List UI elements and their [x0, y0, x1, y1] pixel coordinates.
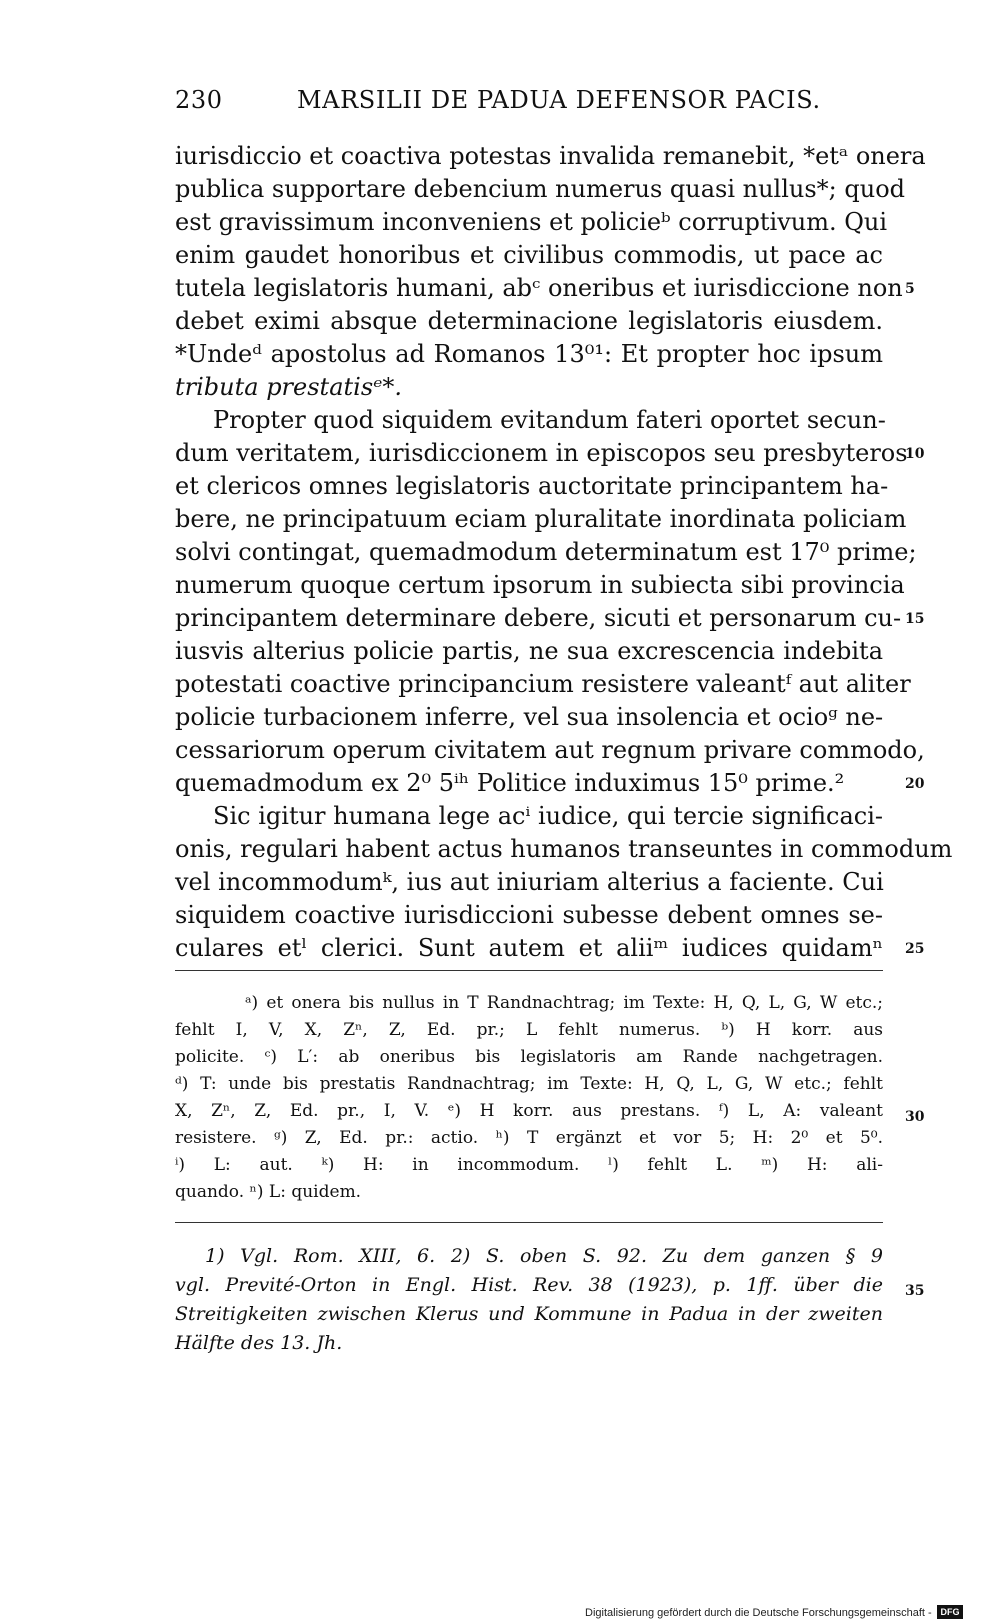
text-line: tutela legislatoris humani, abᶜ oneribus et iurisdiccione non: [175, 274, 903, 302]
apparatus-line: X, Zⁿ, Z, Ed. pr., I, V. ᵉ) H korr. aus prestans. ᶠ) L, A: valeant: [175, 1101, 883, 1121]
digitization-credit: Digitalisierung gefördert durch die Deutsche Forschungsgemeinschaft -: [585, 1607, 932, 1619]
text-line: numerum quoque certum ipsorum in subiecta sibi provincia: [175, 571, 905, 599]
note-line: Streitigkeiten zwischen Klerus und Kommune in Padua in der zweiten: [175, 1303, 883, 1325]
text-line: potestati coactive principancium resistere valeantᶠ aut aliter: [175, 670, 911, 698]
apparatus-line: policite. ᶜ) L′: ab oneribus bis legislatoris am Rande nachgetragen.: [175, 1047, 883, 1067]
line-number: 5: [905, 281, 915, 297]
line-number: 35: [905, 1283, 925, 1299]
text-line: et clericos omnes legislatoris auctoritate principantem ha-: [175, 472, 889, 500]
apparatus-divider: [175, 970, 883, 971]
text-line: *Undeᵈ apostolus ad Romanos 13⁰¹: Et propter hoc ipsum: [175, 340, 883, 368]
text-line: bere, ne principatuum eciam pluralitate inordinata policiam: [175, 505, 907, 533]
text-line: est gravissimum inconveniens et policieᵇ corruptivum. Qui: [175, 208, 888, 236]
apparatus-line: quando. ⁿ) L: quidem.: [175, 1182, 362, 1202]
running-header: [175, 86, 875, 120]
running-title: MARSILII DE PADUA DEFENSOR PACIS.: [297, 86, 821, 114]
text-line: policie turbacionem inferre, vel sua insolencia et ocioᵍ ne-: [175, 703, 884, 731]
text-line: iusvis alterius policie partis, ne sua excrescencia indebita: [175, 637, 883, 665]
note-line: Hälfte des 13. Jh.: [175, 1332, 343, 1354]
text-line: tributa prestatisᵉ*.: [175, 373, 403, 401]
line-number: 25: [905, 941, 925, 957]
line-number: 15: [905, 611, 925, 627]
text-line: dum veritatem, iurisdiccionem in episcopos seu presbyteros: [175, 439, 908, 467]
text-line: debet eximi absque determinacione legislatoris eiusdem.: [175, 307, 883, 335]
line-number: 30: [905, 1109, 925, 1125]
text-line: principantem determinare debere, sicuti et personarum cu-: [175, 604, 902, 632]
text-line: siquidem coactive iurisdiccioni subesse debent omnes se-: [175, 901, 883, 929]
line-number: 10: [905, 446, 925, 462]
text-line: solvi contingat, quemadmodum determinatum est 17⁰ prime;: [175, 538, 917, 566]
text-line: vel incommodumᵏ, ius aut iniuriam alterius a faciente. Cui: [175, 868, 884, 896]
text-line: cessariorum operum civitatem aut regnum privare commodo,: [175, 736, 925, 764]
apparatus-line: ᵈ) T: unde bis prestatis Randnachtrag; im Texte: H, Q, L, G, W etc.; fehlt: [175, 1074, 883, 1094]
apparatus-line: ⁱ) L: aut. ᵏ) H: in incommodum. ˡ) fehlt L. ᵐ) H: ali-: [175, 1155, 883, 1175]
apparatus-line: ᵃ) et onera bis nullus in T Randnachtrag; im Texte: H, Q, L, G, W etc.;: [245, 993, 883, 1013]
note-line: vgl. Previté-Orton in Engl. Hist. Rev. 38 (1923), p. 1ff. über die: [175, 1274, 883, 1296]
text-line: quemadmodum ex 2⁰ 5ⁱʰ Politice induximus 15⁰ prime.²: [175, 769, 845, 797]
apparatus-line: fehlt I, V, X, Zⁿ, Z, Ed. pr.; L fehlt numerus. ᵇ) H korr. aus: [175, 1020, 883, 1040]
page-number: 230: [175, 86, 223, 114]
text-line: onis, regulari habent actus humanos transeuntes in commodum: [175, 835, 953, 863]
text-line: enim gaudet honoribus et civilibus commodis, ut pace ac: [175, 241, 883, 269]
paragraph-start-line: Sic igitur humana lege acⁱ iudice, qui tercie significaci-: [213, 802, 883, 830]
text-line: iurisdiccio et coactiva potestas invalida remanebit, *etᵃ onera: [175, 142, 926, 170]
paragraph-start-line: Propter quod siquidem evitandum fateri oportet secun-: [213, 406, 886, 434]
line-number: 20: [905, 776, 925, 792]
apparatus-line: resistere. ᵍ) Z, Ed. pr.: actio. ʰ) T ergänzt et vor 5; H: 2⁰ et 5⁰.: [175, 1128, 883, 1148]
note-line: 1) Vgl. Rom. XIII, 6. 2) S. oben S. 92. Zu dem ganzen § 9: [205, 1245, 883, 1267]
notes-divider: [175, 1222, 883, 1223]
text-line: culares etˡ clerici. Sunt autem et aliiᵐ iudices quidamⁿ: [175, 934, 883, 962]
dfg-logo: DFG: [937, 1605, 963, 1619]
text-line: publica supportare debencium numerus quasi nullus*; quod: [175, 175, 906, 203]
